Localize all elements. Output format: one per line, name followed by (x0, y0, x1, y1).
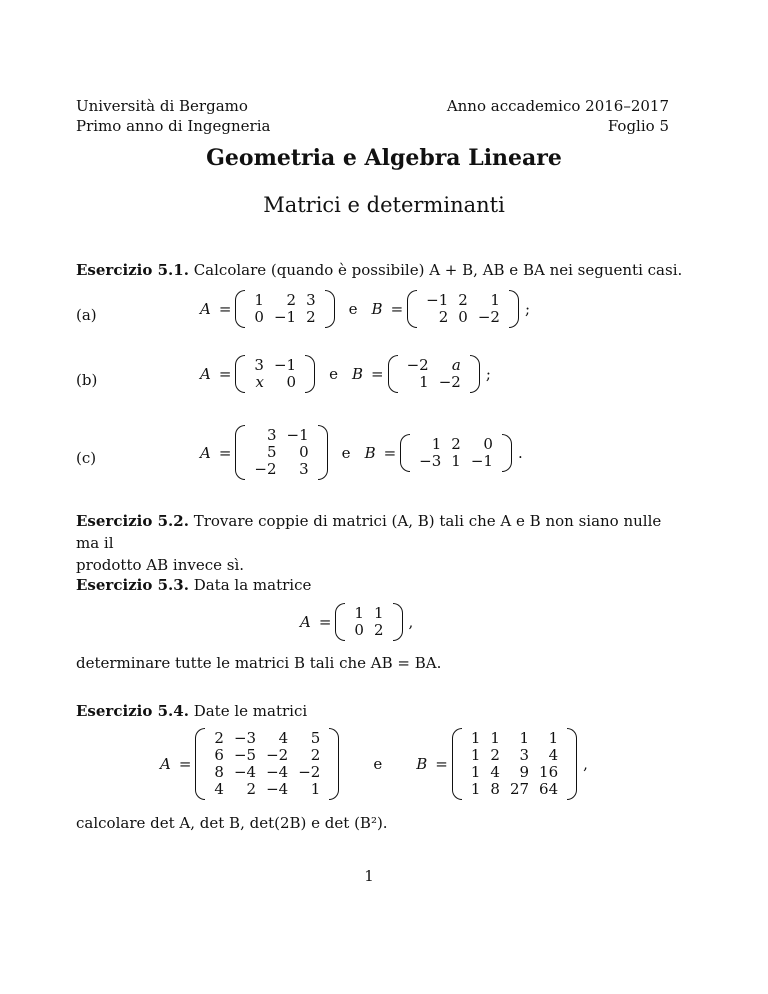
matrix-a (200, 355, 315, 393)
matrix-entry: 0 (458, 308, 468, 326)
matrix-name: A (200, 300, 211, 318)
matrix-entry: 1 (470, 780, 481, 798)
exercise-text-line1: Trovare coppie di matrici (A, B) tali che A e B non siano nulle ma il (76, 512, 662, 552)
exercise-text-line2: prodotto AB invece sì. (76, 556, 245, 574)
right-paren (325, 290, 335, 328)
header-left (76, 96, 270, 136)
right-paren (470, 355, 480, 393)
matrix-row (249, 427, 313, 444)
matrix-entry: 1 (490, 729, 500, 747)
matrix-entry: 5 (310, 729, 321, 747)
matrix-entry: −2 (298, 763, 321, 781)
matrix-equation-row (160, 728, 588, 800)
matrix-entry: −4 (266, 763, 289, 781)
page-subtitle: Matrici e determinanti (263, 193, 505, 217)
conjunction: e (348, 300, 358, 318)
matrix-b-body (400, 434, 512, 472)
right-paren (305, 355, 315, 393)
matrix-equation-row (300, 603, 413, 641)
left-paren (195, 728, 205, 800)
matrix-entry: 3 (254, 356, 264, 374)
matrix-a-body (235, 425, 327, 480)
equals-sign: = (371, 365, 384, 383)
matrix-a (200, 290, 335, 328)
matrix-entry: 1 (490, 291, 500, 309)
matrix-entry: −5 (233, 746, 257, 764)
matrix-entry: −2 (477, 308, 500, 326)
matrix-b (416, 728, 577, 800)
academic-year: Anno accademico 2016–2017 (446, 97, 669, 115)
equals-sign: = (178, 755, 192, 773)
punctuation: , (408, 613, 414, 631)
matrix-entry: 1 (373, 604, 384, 622)
exercise-5-1-intro (76, 259, 682, 281)
matrix-row (421, 292, 505, 309)
matrix-entry: 8 (214, 763, 224, 781)
right-paren (329, 728, 339, 800)
university-name: Università di Bergamo (76, 97, 248, 115)
right-paren (567, 728, 577, 800)
matrix-entry: x (255, 373, 264, 391)
matrix-entry: −1 (273, 308, 297, 326)
matrix-name: B (351, 365, 364, 383)
case-tag: (b) (76, 371, 98, 389)
matrix-entry: −3 (419, 451, 442, 470)
matrix-entry: 2 (246, 780, 257, 798)
right-paren (393, 603, 403, 641)
matrix-entry: −2 (406, 356, 429, 374)
matrix-row (466, 730, 563, 747)
equals-sign: = (435, 755, 448, 773)
matrix-entry: −4 (233, 763, 257, 781)
matrix-entry: 1 (254, 291, 264, 309)
matrix-entry: 4 (548, 746, 559, 764)
case-tag: (c) (76, 449, 97, 467)
matrix-entry: 3 (519, 746, 530, 764)
matrix-entry: 0 (483, 434, 493, 453)
matrix-name: A (160, 755, 171, 773)
exercise-text: Date le matrici (193, 702, 308, 720)
matrix-entry: 2 (490, 746, 500, 764)
exercise-5-4-after: calcolare det A, det B, det(2B) e det (B²). (76, 814, 388, 832)
matrix-entry: 5 (267, 443, 277, 461)
matrix-name: B (371, 300, 383, 318)
conjunction: e (329, 365, 338, 383)
matrix-row (421, 309, 505, 326)
exercise-text: Data la matrice (193, 576, 312, 594)
matrix-a-body (195, 728, 339, 800)
matrix-row (466, 781, 563, 798)
matrix-entry: 2 (306, 308, 316, 326)
matrix-row (349, 605, 388, 622)
conjunction: e (341, 443, 351, 462)
punctuation: . (517, 443, 523, 462)
matrix-entries (466, 730, 563, 798)
matrix-entries (349, 605, 388, 639)
equals-sign: = (318, 613, 332, 631)
matrix-entry: 2 (310, 746, 321, 764)
matrix-name: A (200, 443, 211, 462)
matrix-entry: −2 (438, 373, 461, 391)
matrix-a-body (235, 290, 334, 328)
matrix-entry: −1 (273, 356, 297, 374)
left-paren (388, 355, 398, 393)
matrix-a (200, 425, 328, 480)
matrix-entry: 0 (254, 308, 264, 326)
matrix-entries (249, 357, 301, 391)
matrix-a-body (335, 603, 402, 641)
left-paren (235, 425, 245, 480)
matrix-entry: 2 (214, 729, 224, 747)
matrix-row (249, 374, 301, 391)
matrix-entry: 2 (451, 434, 461, 453)
left-paren (400, 434, 410, 472)
matrix-entries (249, 427, 313, 478)
matrix-entry: −1 (426, 291, 449, 309)
matrix-entry: 27 (509, 780, 530, 798)
matrix-row (414, 453, 498, 470)
right-paren (502, 434, 512, 472)
equals-sign: = (218, 365, 232, 383)
matrix-row (402, 374, 466, 391)
matrix-name: B (416, 755, 428, 773)
matrix-entry: a (451, 356, 461, 374)
exercise-5-3-after: determinare tutte le matrici B tali che AB = BA. (76, 654, 442, 672)
sheet-number: Foglio 5 (607, 117, 669, 135)
case-equation-row (200, 290, 530, 328)
matrix-entries (414, 436, 498, 470)
matrix-row (249, 309, 320, 326)
matrix-entries (209, 730, 325, 798)
case-equation-row (200, 425, 523, 480)
matrix-row (466, 764, 563, 781)
matrix-entry: 2 (438, 308, 449, 326)
matrix-row (209, 747, 325, 764)
matrix-row (209, 781, 325, 798)
matrix-b-body (452, 728, 577, 800)
matrix-entry: 1 (310, 780, 321, 798)
matrix-row (209, 764, 325, 781)
matrix-entry: 1 (354, 604, 364, 622)
matrix-entry: 1 (519, 729, 530, 747)
left-paren (235, 290, 245, 328)
exercise-5-4-intro (76, 700, 307, 722)
equals-sign: = (218, 443, 232, 462)
matrix-a (160, 728, 339, 800)
matrix-entry: 1 (451, 451, 461, 470)
matrix-entry: 3 (306, 291, 316, 309)
matrix-entry: 1 (470, 746, 481, 764)
equals-sign: = (383, 443, 397, 462)
case-equation-row (200, 355, 491, 393)
matrix-entries (402, 357, 466, 391)
punctuation: ; (524, 300, 530, 318)
matrix-name: A (300, 613, 311, 631)
matrix-entry: 8 (490, 780, 500, 798)
matrix-entry: 1 (431, 434, 442, 453)
matrix-row (249, 357, 301, 374)
matrix-row (249, 444, 313, 461)
matrix-entry: 0 (286, 373, 297, 391)
matrix-entry: −1 (470, 451, 493, 470)
matrix-entry: 16 (539, 763, 559, 781)
matrix-entry: 3 (299, 460, 309, 478)
matrix-row (414, 436, 498, 453)
conjunction: e (373, 755, 383, 773)
matrix-entry: 2 (373, 621, 384, 639)
page-title: Geometria e Algebra Lineare (206, 145, 562, 171)
left-paren (452, 728, 462, 800)
matrix-entries (249, 292, 320, 326)
left-paren (235, 355, 245, 393)
matrix-row (249, 292, 320, 309)
matrix-entry: 6 (214, 746, 224, 764)
exercise-label: Esercizio 5.2. (76, 512, 189, 530)
exercise-label: Esercizio 5.4. (76, 702, 189, 720)
punctuation: ; (485, 365, 491, 383)
matrix-name: B (364, 443, 376, 462)
matrix-entry: 0 (354, 621, 364, 639)
matrix-row (209, 730, 325, 747)
matrix-entry: −4 (266, 780, 289, 798)
matrix-entry: 2 (286, 291, 297, 309)
matrix-entry: 3 (267, 426, 277, 444)
matrix-b-body (407, 290, 519, 328)
matrix-entry: −2 (266, 746, 289, 764)
matrix-a-body (235, 355, 315, 393)
matrix-a (300, 603, 403, 641)
header-right (447, 96, 669, 136)
right-paren (318, 425, 328, 480)
matrix-entry: −1 (286, 426, 309, 444)
matrix-row (349, 622, 388, 639)
matrix-entry: 4 (490, 763, 500, 781)
matrix-row (402, 357, 466, 374)
matrix-b-body (388, 355, 480, 393)
matrix-b (365, 434, 512, 472)
matrix-entry: 9 (519, 763, 530, 781)
matrix-b (352, 355, 480, 393)
matrix-name: A (200, 365, 211, 383)
exercise-label: Esercizio 5.3. (76, 576, 189, 594)
exercise-text: Calcolare (quando è possibile) A + B, AB e BA nei seguenti casi. (193, 261, 683, 279)
matrix-entry: 1 (419, 373, 429, 391)
course-year: Primo anno di Ingegneria (76, 117, 271, 135)
matrix-entry: 1 (470, 763, 481, 781)
exercise-label: Esercizio 5.1. (76, 261, 189, 279)
exercise-5-3-intro (76, 574, 311, 596)
case-tag: (a) (76, 306, 97, 324)
matrix-entry: 0 (299, 443, 309, 461)
matrix-entry: −3 (233, 729, 257, 747)
matrix-entry: 1 (470, 729, 481, 747)
matrix-entry: 1 (548, 729, 559, 747)
matrix-entry: 64 (539, 780, 559, 798)
matrix-row (466, 747, 563, 764)
matrix-entries (421, 292, 505, 326)
right-paren (509, 290, 519, 328)
matrix-entry: 4 (214, 780, 224, 798)
matrix-b (372, 290, 519, 328)
matrix-row (249, 461, 313, 478)
equals-sign: = (218, 300, 232, 318)
matrix-entry: 2 (458, 291, 468, 309)
punctuation: , (583, 755, 588, 773)
equals-sign: = (390, 300, 404, 318)
exercise-5-2 (76, 510, 666, 576)
left-paren (407, 290, 417, 328)
matrix-entry: 4 (278, 729, 289, 747)
matrix-entry: −2 (254, 460, 277, 478)
page-number: 1 (364, 867, 374, 885)
left-paren (335, 603, 345, 641)
